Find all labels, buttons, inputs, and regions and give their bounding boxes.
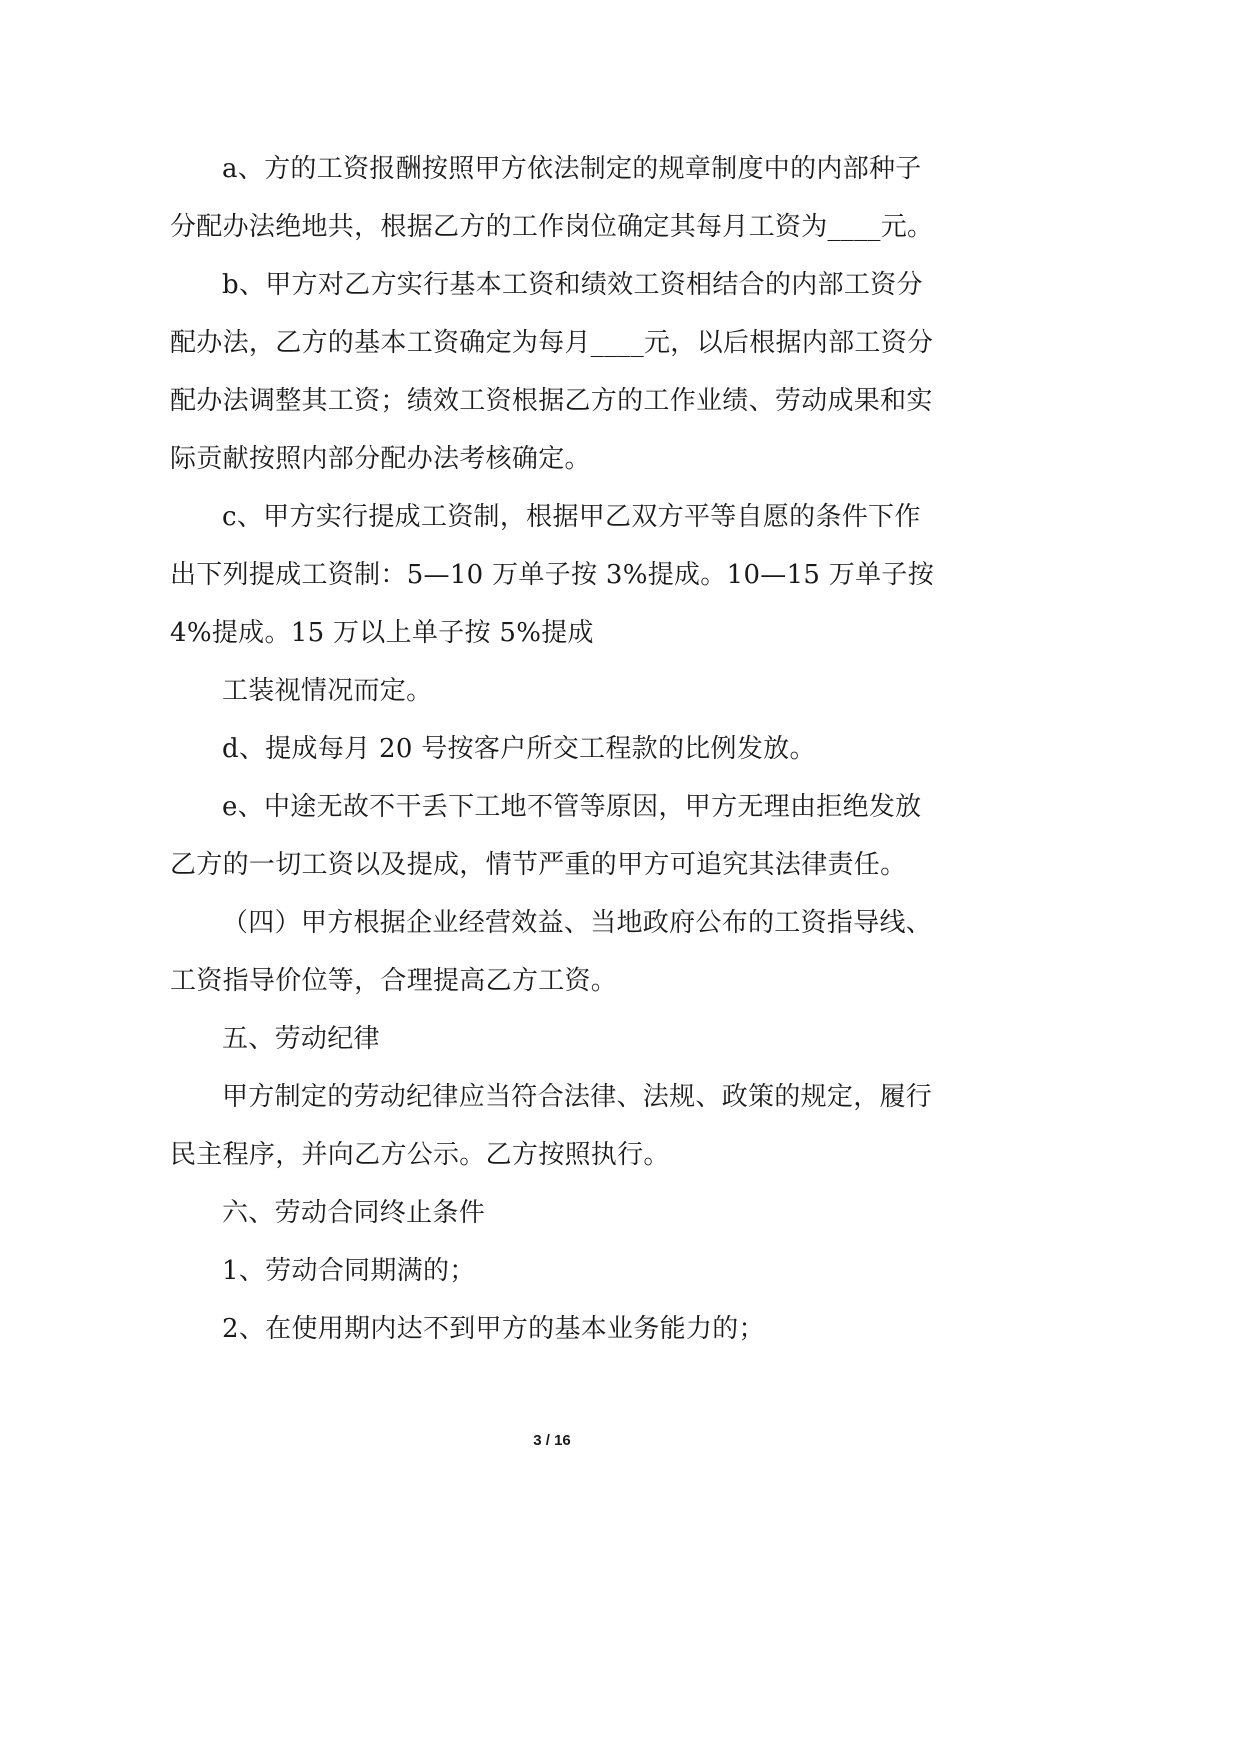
paragraph-labor-discipline: 甲方制定的劳动纪律应当符合法律、法规、政策的规定，履行民主程序，并向乙方公示。乙方按照执行。 (170, 1082, 933, 1170)
paragraph-d: d、提成每月 20 号按客户所交工程款的比例发放。 (222, 734, 816, 764)
heading-termination-conditions: 六、劳动合同终止条件 (222, 1198, 486, 1228)
paragraph-e: e、中途无故不干丢下工地不管等原因，甲方无理由拒绝发放乙方的一切工资以及提成，情节严重的甲方可追究其法律责任。 (170, 792, 922, 880)
heading-labor-discipline: 五、劳动纪律 (222, 1024, 380, 1054)
page-number: 3 / 16 (533, 1432, 571, 1449)
list-item-1: 1、劳动合同期满的； (222, 1256, 476, 1286)
paragraph-c: c、甲方实行提成工资制，根据甲乙双方平等自愿的条件下作出下列提成工资制：5—10 万单子按 3%提成。10—15 万单子按 4%提成。15 万以上单子按 5%提成 (170, 502, 935, 648)
paragraph-a: a、方的工资报酬按照甲方依法制定的规章制度中的内部种子分配办法绝地共，根据乙方的工作岗位确定其每月工资为____元。 (170, 154, 934, 242)
paragraph-section-four: （四）甲方根据企业经营效益、当地政府公布的工资指导线、工资指导价位等，合理提高乙方工资。 (170, 908, 933, 996)
list-item-2: 2、在使用期内达不到甲方的基本业务能力的； (222, 1314, 765, 1344)
document-body (170, 140, 945, 1358)
paragraph-b: b、甲方对乙方实行基本工资和绩效工资相结合的内部工资分配办法，乙方的基本工资确定为每月____元，以后根据内部工资分配办法调整其工资；绩效工资根据乙方的工作业绩、劳动成果和实际贡献按照内部分配办法考核确定。 (170, 270, 934, 474)
paragraph-uniform: 工装视情况而定。 (222, 676, 433, 706)
